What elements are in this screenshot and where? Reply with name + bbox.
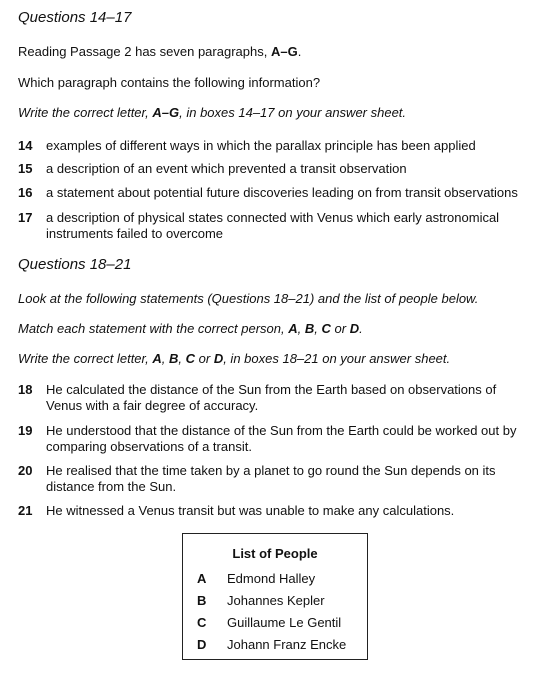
question-number: 17 (18, 210, 33, 225)
instruction-text: . (359, 321, 363, 336)
instruction-bold: C (321, 321, 331, 336)
question-number: 18 (18, 382, 33, 397)
instruction-paragraphs (18, 44, 541, 60)
instruction-bold: A–G (152, 105, 180, 120)
person-name: Guillaume Le Gentil (227, 615, 342, 630)
question-text-line: He realised that the time taken by a planet to go round the Sun depends on its (46, 463, 496, 478)
person-name: Johann Franz Encke (227, 637, 347, 652)
instruction-write-letter (18, 105, 541, 121)
instruction-bold: B (169, 351, 179, 366)
instruction-text: . (297, 44, 302, 59)
question-text: a statement about potential future discoveries leading on from transit observations (46, 185, 518, 200)
person-row-d (183, 637, 367, 655)
instruction-bold: A (288, 321, 298, 336)
question-text (46, 463, 543, 495)
instruction-write-letter-2 (18, 351, 541, 367)
instruction-which-paragraph: Which paragraph contains the following information? (18, 75, 321, 90)
list-of-people-title: List of People (232, 546, 318, 561)
instruction-bold: A (152, 351, 162, 366)
question-text-line: comparing observations of a transit. (46, 439, 252, 454)
question-text (46, 382, 543, 414)
instruction-text: , (297, 321, 305, 336)
question-text: a description of an event which prevented a transit observation (46, 161, 407, 176)
instruction-text: Write the correct letter, (18, 105, 153, 120)
list-of-people-box (182, 533, 368, 660)
instruction-bold: B (304, 321, 315, 336)
question-number: 14 (18, 138, 33, 153)
person-letter: B (197, 593, 207, 608)
instruction-text: Reading Passage 2 has seven paragraphs, (18, 44, 271, 59)
instruction-text: Write the correct letter, (18, 351, 153, 366)
person-letter: C (197, 615, 207, 630)
instruction-bold: C (185, 351, 196, 366)
person-name: Johannes Kepler (227, 593, 325, 608)
instruction-text: , in boxes 18–21 on your answer sheet. (223, 351, 451, 366)
instruction-bold: A–G (270, 44, 298, 59)
question-text: examples of different ways in which the parallax principle has been applied (46, 138, 476, 153)
question-text-line: Venus with a fair degree of accuracy. (46, 398, 259, 413)
person-row-b (183, 593, 367, 611)
instruction-text: Match each statement with the correct person, (18, 321, 289, 336)
question-text (46, 210, 543, 242)
person-name: Edmond Halley (227, 571, 316, 586)
instruction-text: , (314, 321, 322, 336)
question-number: 16 (18, 185, 33, 200)
instruction-text: , in boxes 14–17 on your answer sheet. (179, 105, 407, 120)
person-row-c (183, 615, 367, 633)
instruction-bold: D (349, 321, 360, 336)
person-row-a (183, 571, 367, 589)
question-text-line: instruments failed to overcome (46, 226, 224, 241)
instruction-bold: D (213, 351, 224, 366)
question-text (46, 423, 543, 455)
person-letter: A (197, 571, 207, 586)
question-text-line: distance from the Sun. (46, 479, 177, 494)
instruction-text: or (195, 351, 214, 366)
question-text: He witnessed a Venus transit but was unable to make any calculations. (46, 503, 455, 518)
instruction-look-at: Look at the following statements (Questions 18–21) and the list of people below. (18, 291, 479, 306)
instruction-text: , (178, 351, 186, 366)
question-text-line: He understood that the distance of the Sun from the Earth could be worked out by (46, 423, 517, 438)
question-text-line: He calculated the distance of the Sun from the Earth based on observations of (46, 382, 497, 397)
instruction-match (18, 321, 541, 337)
question-number: 19 (18, 423, 33, 438)
section-heading-14-17: Questions 14–17 (18, 9, 132, 26)
instruction-text: , (161, 351, 169, 366)
question-number: 21 (18, 503, 33, 518)
question-text-line: a description of physical states connected with Venus which early astronomical (46, 210, 500, 225)
section-heading-18-21: Questions 18–21 (18, 256, 132, 273)
instruction-text: or (330, 321, 350, 336)
question-number: 20 (18, 463, 33, 478)
person-letter: D (197, 637, 207, 652)
question-number: 15 (18, 161, 33, 176)
